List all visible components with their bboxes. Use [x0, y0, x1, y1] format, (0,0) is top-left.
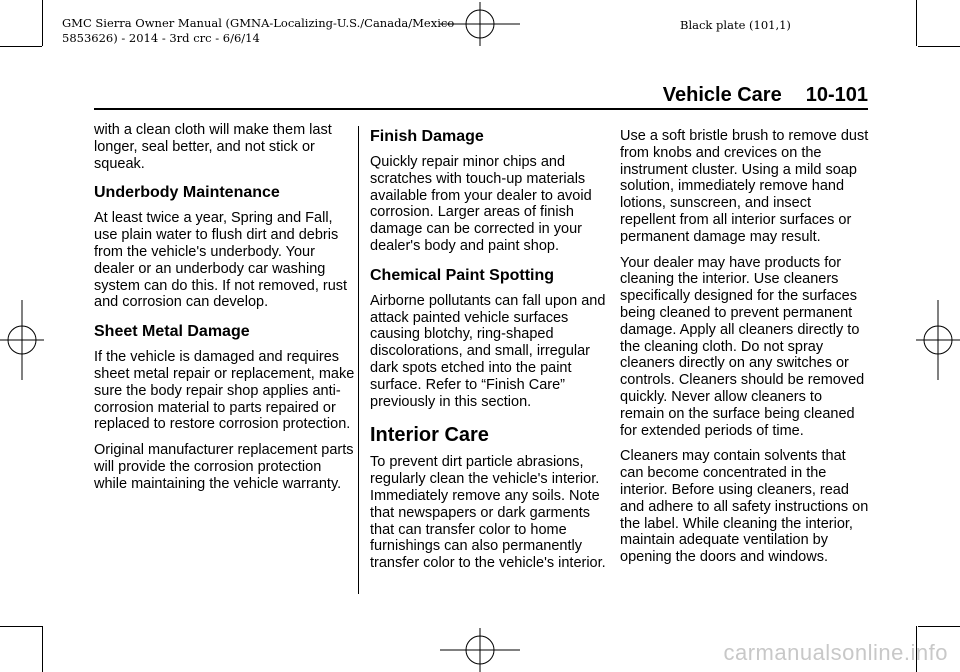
plate-label: Black plate (101,1)	[680, 18, 791, 32]
paragraph: with a clean cloth will make them last longer, seal better, and not stick or squeak.	[94, 122, 332, 172]
crop-mark	[0, 626, 42, 627]
heading-interior-care: Interior Care	[370, 424, 489, 447]
paragraph: To prevent dirt particle abrasions, regularly clean the vehicle's interior. Immediately remove any soils. Note that newspapers or dark garments that can transfer color to home furnishings can also permanently transfer color to the vehicle's interior.	[370, 454, 606, 572]
registration-mark-left	[0, 300, 44, 380]
crop-mark	[916, 0, 917, 46]
section-title: Vehicle Care	[662, 84, 782, 106]
paragraph: Quickly repair minor chips and scratches with touch-up materials available from your dealer to avoid corrosion. Larger areas of finish damage can be corrected in your dealer's body and paint shop.	[370, 154, 592, 254]
section-header	[663, 84, 868, 107]
crop-mark	[0, 46, 42, 47]
crop-mark	[42, 626, 43, 672]
paragraph: Use a soft bristle brush to remove dust from knobs and crevices on the instrument cluster. Using a mild soap solution, immediately remove hand lotions, sunscreen, and insect repellent from all interior surfaces or permanent damage may result.	[620, 128, 869, 245]
column-1	[94, 122, 356, 502]
paragraph: Your dealer may have products for cleaning the interior. Use cleaners specifically designed for the surfaces being cleaned to prevent permanent damage. Apply all cleaners directly to the cleaning cloth. Do not spray cleaners directly on any switches or controls. Cleaners should be removed quickly. Never allow cleaners to remain on the surface being cleaned for extended periods of time.	[620, 254, 865, 439]
heading-sheet-metal-damage: Sheet Metal Damage	[94, 323, 250, 341]
registration-mark-right	[916, 300, 960, 380]
crop-mark	[918, 626, 960, 627]
print-header-line2: 5853626) - 2014 - 3rd crc - 6/6/14	[62, 31, 260, 45]
paragraph: Airborne pollutants can fall upon and attack painted vehicle surfaces causing blotchy, ring-shaped discolorations, and small, irregular dark spots etched into the paint surface. Refer to “Finish Care” previously in this section.	[370, 292, 606, 410]
page-number: 10-101	[805, 84, 868, 106]
print-header-line1: GMC Sierra Owner Manual (GMNA-Localizing-U.S./Canada/Mexico-	[62, 16, 459, 30]
column-3	[620, 128, 870, 575]
heading-underbody-maintenance: Underbody Maintenance	[94, 184, 280, 202]
column-2	[370, 128, 610, 581]
header-rule	[94, 108, 868, 110]
column-divider	[358, 126, 359, 594]
registration-mark-bottom	[440, 628, 520, 672]
heading-chemical-paint-spotting: Chemical Paint Spotting	[370, 266, 555, 284]
crop-mark	[42, 0, 43, 46]
watermark: carmanualsonline.info	[723, 640, 948, 665]
paragraph: If the vehicle is damaged and requires sheet metal repair or replacement, make sure the body repair shop applies anti-corrosion material to parts repaired or replaced to restore corrosion protection.	[94, 349, 355, 433]
paragraph: Original manufacturer replacement parts will provide the corrosion protection while maintaining the vehicle warranty.	[94, 442, 354, 492]
paragraph: Cleaners may contain solvents that can become concentrated in the interior. Before using cleaners, read and adhere to all safety instructions on the label. While cleaning the interior, maintain adequate ventilation by opening the doors and windows.	[620, 448, 869, 566]
paragraph: At least twice a year, Spring and Fall, use plain water to flush dirt and debris from the vehicle's underbody. Your dealer or an underbody car washing system can do this. If not removed, rust and corrosion can develop.	[94, 210, 348, 311]
crop-mark	[918, 46, 960, 47]
heading-finish-damage: Finish Damage	[370, 128, 484, 145]
print-header	[62, 16, 458, 46]
